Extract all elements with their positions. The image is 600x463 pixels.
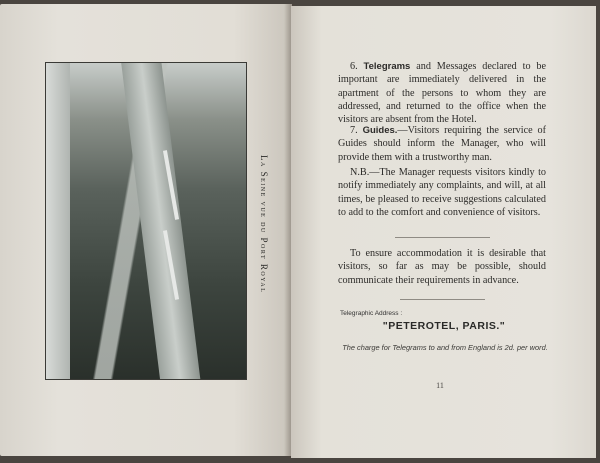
paragraph-guides — [338, 124, 546, 164]
telegraphic-label: Telegraphic Address : — [340, 310, 403, 317]
paragraph-telegrams — [338, 60, 546, 126]
item-heading: Guides. — [362, 125, 398, 136]
telegram-charge-note: The charge for Telegrams to and from England is 2d. per word. — [342, 343, 548, 352]
item-number: 6. — [350, 61, 358, 72]
paragraph-accommodation: To ensure accommodation it is desirable that visitors, so far as may be possible, should communicate their requirements in advance. — [338, 248, 546, 286]
seine-photograph — [45, 62, 247, 380]
telegraphic-address: "PETEROTEL, PARIS." — [382, 320, 506, 332]
divider — [400, 299, 485, 300]
left-page — [0, 4, 292, 456]
divider — [395, 237, 490, 238]
photo-sky — [46, 63, 70, 379]
item-text: and Messages declared to be important are immediately delivered in the apartment of the persons to whom they are addressed, and returned to the office when the visitors are absent from the Hotel. — [338, 61, 547, 126]
item-heading: Telegrams — [363, 61, 411, 72]
item-text: —Visitors requiring the service of Guides should inform the Manager, who will provide them with a trustworthy man. — [338, 125, 547, 163]
photo-river — [120, 62, 201, 380]
photo-caption: La Seine vue du Port Royal — [259, 154, 269, 294]
page-number: 11 — [436, 381, 444, 390]
paragraph-nb: N.B.—The Manager requests visitors kindly to notify immediately any complaints, and will, at all times, be pleased to receive suggestions calculated to add to the comfort and convenience of visitors. — [338, 167, 546, 218]
item-number: 7. — [350, 125, 358, 136]
